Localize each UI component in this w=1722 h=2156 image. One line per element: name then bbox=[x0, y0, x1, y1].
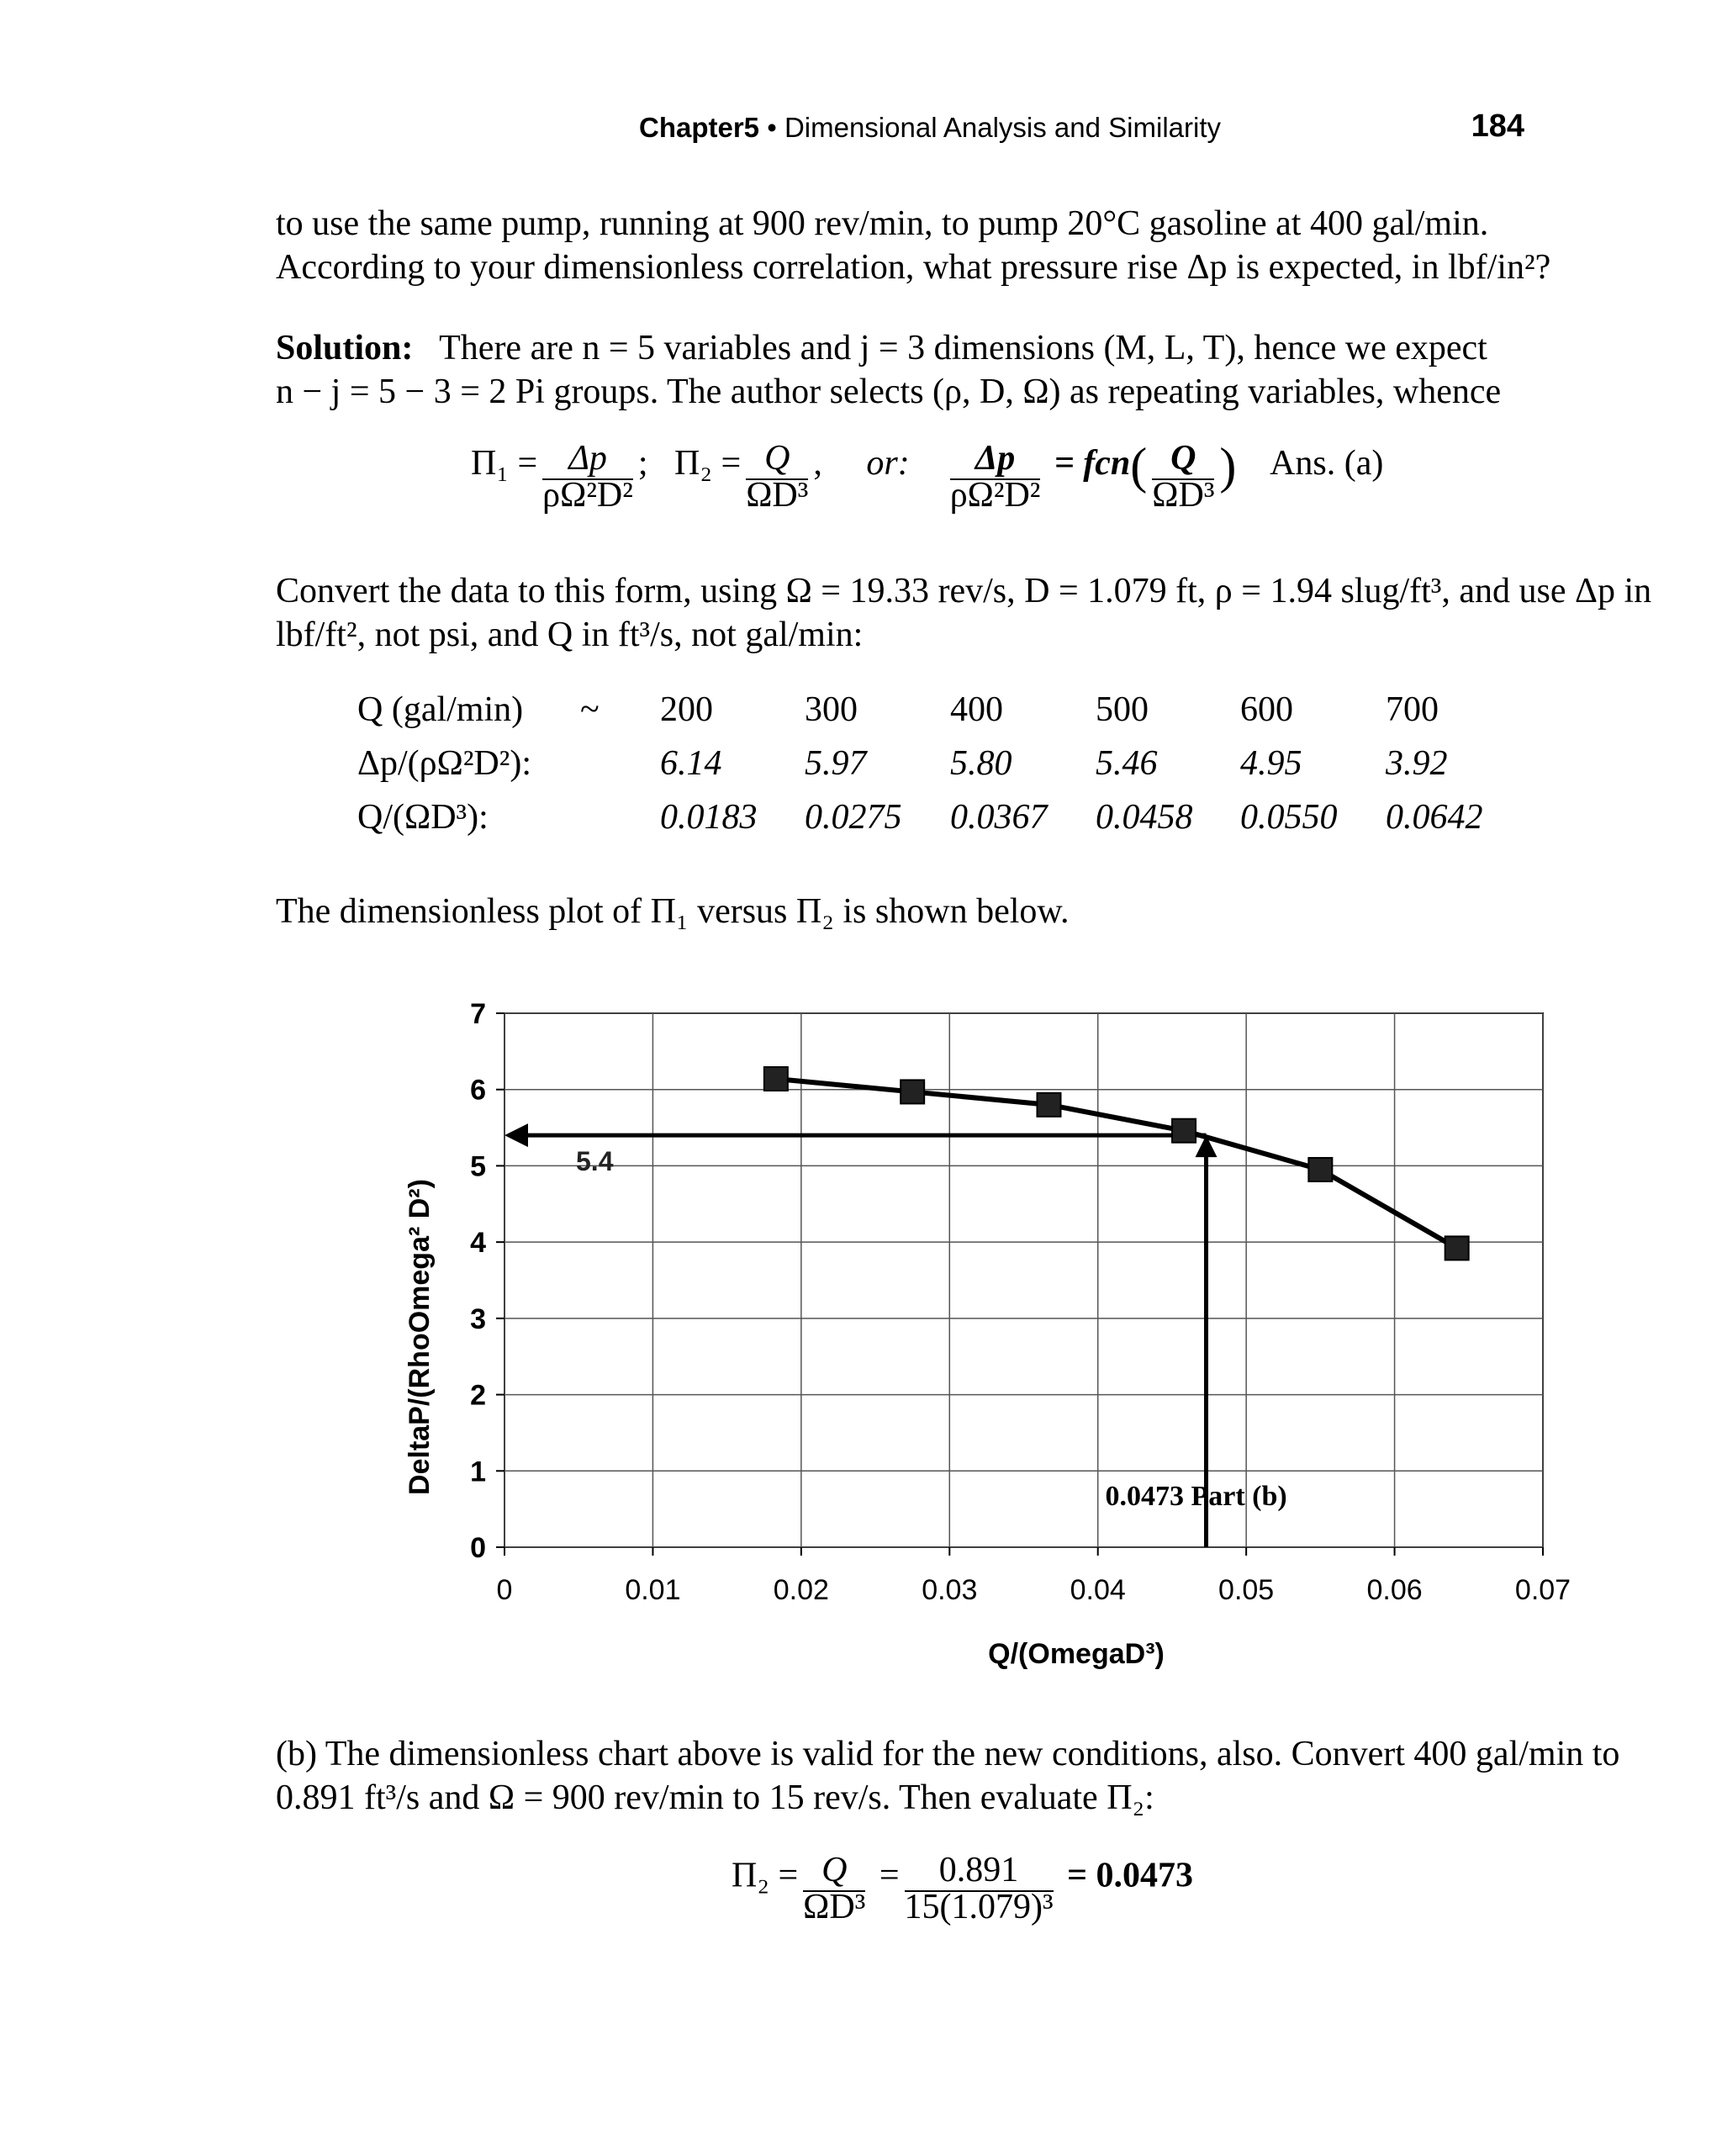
x-tick-label: 0.05 bbox=[1218, 1574, 1275, 1606]
y-tick-label: 3 bbox=[470, 1303, 486, 1335]
intro-line-1: to use the same pump, running at 900 rev/min, to pump 20°C gasoline at 400 gal/min. bbox=[276, 204, 1489, 243]
convert-line-1: Convert the data to this form, using Ω = 19.33 rev/s, D = 1.079 ft, ρ = 1.94 slug/ft³, and use Δp in bbox=[276, 572, 1652, 610]
intro-paragraph bbox=[276, 202, 1676, 289]
chart-series bbox=[764, 1067, 1469, 1260]
data-point bbox=[1037, 1093, 1060, 1117]
pi-comma: , bbox=[813, 444, 822, 484]
y-tick-label: 5 bbox=[470, 1150, 486, 1183]
pi2-cell: 0.0275 bbox=[805, 798, 902, 837]
q-cell: 600 bbox=[1240, 690, 1293, 729]
y-axis-label: DeltaP/(RhoOmega² D²) bbox=[404, 1179, 436, 1495]
pi1-cell: 5.80 bbox=[950, 744, 1012, 783]
pi-separator: ; bbox=[637, 444, 648, 484]
function-lhs-numerator: Δp bbox=[950, 438, 1041, 480]
pi2-eval-denominator: ΩD³ bbox=[803, 1888, 866, 1926]
q-cell: 400 bbox=[950, 690, 1003, 729]
solution-paragraph bbox=[276, 326, 1676, 414]
y-tick-label: 4 bbox=[470, 1227, 486, 1260]
part-b-line-2: 0.891 ft³/s and Ω = 900 rev/min to 15 rev/s. Then evaluate Π₂: bbox=[276, 1778, 1154, 1817]
x-tick-label: 0 bbox=[496, 1574, 513, 1606]
pi2-evaluation bbox=[732, 1850, 1194, 1926]
pi-groups-equation: Π₁ = $\frac{\Delta p}{\text{ρΩ²D²}}$ ; Π₂ = $\frac{Q}{\text{ΩD³}}$ , or: $\frac{\Delta p}{\text{ρΩ²D²}}$ = fcn( $\frac{Q}{\text{ΩD³}}$ ) Ans. (a) bbox=[471, 438, 1384, 515]
page-header bbox=[0, 108, 1722, 154]
chapter-title: Dimensional Analysis and Similarity bbox=[784, 112, 1221, 143]
y-readout-label: 5.4 bbox=[576, 1146, 614, 1177]
function-arg-denominator: ΩD³ bbox=[1152, 475, 1215, 515]
convert-line-2: lbf/ft², not psi, and Q in ft³/s, not gal/min: bbox=[276, 616, 864, 654]
pi2-eval-result: = 0.0473 bbox=[1067, 1856, 1194, 1895]
pi2-eval-equals: = bbox=[879, 1856, 900, 1895]
part-b-line-1: (b) The dimensionless chart above is valid for the new conditions, also. Convert 400 gal/min to bbox=[276, 1735, 1620, 1773]
chapter-label: Chapter5 bbox=[639, 112, 760, 143]
row-label-pi2: Q/(ΩD³): bbox=[357, 798, 489, 837]
solution-line-1 bbox=[276, 326, 1676, 370]
x-tick-label: 0.06 bbox=[1366, 1574, 1423, 1606]
pi2-eval-numerator: Q bbox=[803, 1850, 865, 1892]
convert-paragraph bbox=[276, 569, 1676, 657]
pi2-denominator: ΩD³ bbox=[746, 475, 809, 515]
y-tick-label: 0 bbox=[470, 1532, 486, 1564]
data-point bbox=[764, 1067, 788, 1091]
intro-line-2: According to your dimensionless correlation, what pressure rise Δp is expected, in lbf/in²? bbox=[276, 248, 1551, 287]
function-arg-numerator: Q bbox=[1152, 438, 1214, 480]
pi2-cell: 0.0550 bbox=[1240, 798, 1338, 837]
pi1-fraction bbox=[542, 438, 633, 515]
pi2-fraction bbox=[746, 438, 809, 515]
pi2-numerator: Q bbox=[746, 438, 808, 480]
x-tick-label: 0.01 bbox=[625, 1574, 681, 1606]
solution-text-1: There are n = 5 variables and j = 3 dimensions (M, L, T), hence we expect bbox=[439, 329, 1487, 367]
horizontal-arrowhead bbox=[504, 1123, 528, 1147]
function-lhs-fraction bbox=[949, 438, 1041, 515]
y-tick-label: 2 bbox=[470, 1379, 486, 1412]
y-tick-label: 7 bbox=[470, 998, 486, 1030]
data-point bbox=[1308, 1158, 1332, 1181]
function-fcn: = fcn bbox=[1054, 444, 1131, 484]
x-tick-label: 0.02 bbox=[773, 1574, 829, 1606]
bullet: • bbox=[767, 112, 777, 143]
answer-a-label: Ans. (a) bbox=[1270, 444, 1384, 484]
page-number: 184 bbox=[1471, 108, 1524, 144]
pi2-symbol: Π₂ = bbox=[674, 444, 742, 484]
q-cell: 500 bbox=[1096, 690, 1149, 729]
or-label: or: bbox=[866, 444, 910, 484]
pi1-symbol: Π₁ = bbox=[471, 444, 538, 484]
pi-chart bbox=[395, 984, 1572, 1707]
plot-frame bbox=[504, 1013, 1543, 1547]
x-readout-label: 0.0473 Part (b) bbox=[1105, 1481, 1287, 1513]
pi1-cell: 5.97 bbox=[805, 744, 867, 783]
pi1-denominator: ρΩ²D² bbox=[542, 475, 633, 515]
data-point bbox=[1172, 1119, 1196, 1143]
x-tick-label: 0.07 bbox=[1514, 1574, 1571, 1606]
chart-grid bbox=[504, 1013, 1543, 1547]
pi2-cell: 0.0183 bbox=[660, 798, 758, 837]
series-line bbox=[776, 1079, 1457, 1248]
tilde-symbol: ~ bbox=[580, 690, 600, 729]
pi2-eval-numeric-fraction bbox=[904, 1850, 1054, 1926]
solution-line-2: n − j = 5 − 3 = 2 Pi groups. The author selects (ρ, D, Ω) as repeating variables, whence bbox=[276, 373, 1502, 411]
pi1-numerator: Δp bbox=[542, 438, 633, 480]
plot-caption: The dimensionless plot of Π₁ versus Π₂ is shown below. bbox=[276, 892, 1070, 931]
pi2-eval-numeric-denominator: 15(1.079)³ bbox=[904, 1888, 1054, 1926]
data-point bbox=[1445, 1236, 1469, 1260]
data-point bbox=[901, 1080, 924, 1103]
pi2-cell: 0.0458 bbox=[1096, 798, 1193, 837]
pi2-cell: 0.0367 bbox=[950, 798, 1048, 837]
y-tick-label: 1 bbox=[470, 1456, 486, 1488]
function-lhs-denominator: ρΩ²D² bbox=[949, 475, 1041, 515]
q-cell: 300 bbox=[805, 690, 858, 729]
pi1-cell: 5.46 bbox=[1096, 744, 1158, 783]
function-arg-fraction bbox=[1152, 438, 1215, 515]
solution-label: Solution: bbox=[276, 329, 414, 367]
x-tick-label: 0.03 bbox=[922, 1574, 978, 1606]
pi2-eval-numeric-numerator: 0.891 bbox=[905, 1850, 1054, 1892]
x-axis-label: Q/(OmegaD³) bbox=[988, 1638, 1165, 1670]
x-tick-label: 0.04 bbox=[1070, 1574, 1126, 1606]
part-b-paragraph bbox=[276, 1732, 1676, 1820]
pi1-cell: 4.95 bbox=[1240, 744, 1302, 783]
pi2-eval-lhs: Π₂ = bbox=[732, 1856, 799, 1895]
row-label-q: Q (gal/min) bbox=[357, 690, 524, 729]
q-cell: 200 bbox=[660, 690, 713, 729]
pi1-cell: 3.92 bbox=[1386, 744, 1448, 783]
row-label-pi1: Δp/(ρΩ²D²): bbox=[357, 744, 532, 783]
pi2-cell: 0.0642 bbox=[1386, 798, 1483, 837]
chapter-heading bbox=[639, 112, 1221, 144]
pi1-cell: 6.14 bbox=[660, 744, 722, 783]
chart-annotations bbox=[504, 1123, 1287, 1547]
y-tick-label: 6 bbox=[470, 1074, 486, 1107]
q-cell: 700 bbox=[1386, 690, 1439, 729]
pi2-eval-fraction bbox=[803, 1850, 866, 1926]
